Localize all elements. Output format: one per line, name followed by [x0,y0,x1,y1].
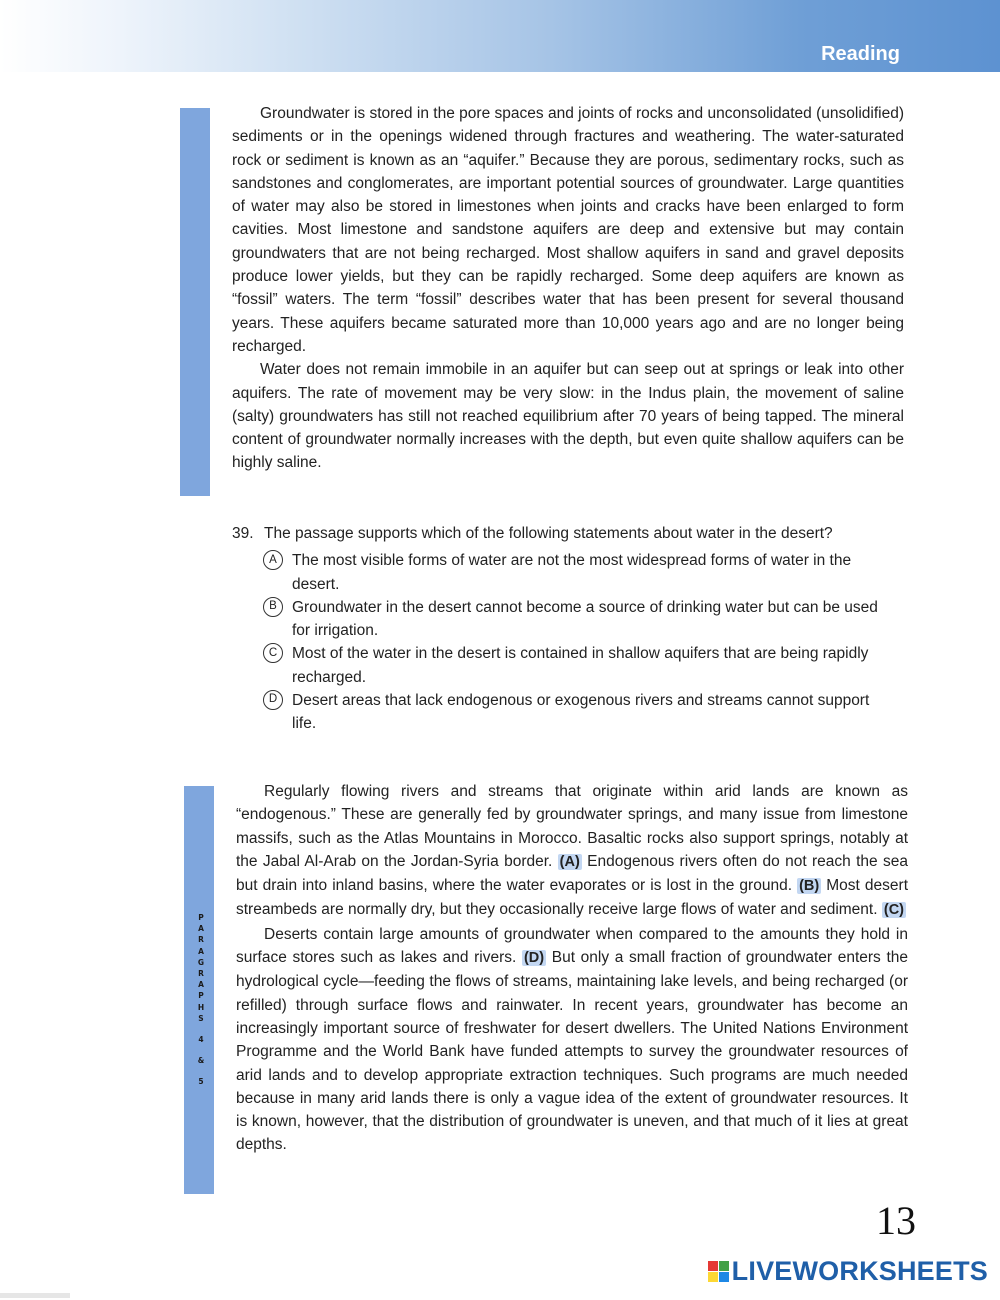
passage-paragraph-5 [236,923,908,1157]
passage-text: Endogenous rivers often do not reach the sea but drain into inland basins, where the water evaporates or is lost in the ground. [236,852,908,895]
page-number: 13 [876,1198,916,1243]
vertical-label-char: G [197,957,205,967]
insert-marker-a[interactable]: (A) [559,853,580,870]
option-c-bubble[interactable]: C [263,643,283,663]
passage-text: Deserts contain large amounts of groundwater when compared to the amounts they hold in surface stores such as lakes and rivers. [236,925,908,967]
vertical-label-char: P [198,913,204,922]
paragraph-marker-bar [180,108,210,496]
insert-marker-c[interactable]: (C) [883,902,904,919]
logo-square [719,1261,729,1271]
passage-text: Regularly flowing rivers and streams that originate within arid lands are known as “endogenous.” These are generally fed by groundwater springs, and many issue from limestone massifs, such as the Atlas Mountains in Morocco. Basaltic rocks also support springs, notably at the Jabal Al-Arab on the Jordan-Syria border. [236,783,908,870]
brand-name: LIVEWORKSHEETS [731,1256,988,1286]
vertical-label-char: A [198,924,204,934]
vertical-label-char: 4 [198,1035,204,1045]
passage-paragraph-4 [236,780,908,923]
page-header [0,0,1000,72]
passage-bottom [236,780,908,1157]
option-b-bubble[interactable]: B [263,597,283,617]
vertical-label-char: P [198,991,204,1001]
section-title: Reading [821,43,900,65]
liveworksheets-logo-icon [708,1261,730,1283]
question-text: The passage supports which of the following statements about water in the desert? [264,525,833,542]
logo-square [708,1272,718,1282]
vertical-label-char: R [198,935,204,945]
question-stem [232,522,882,545]
vertical-label-char: R [198,969,204,979]
option-text: Most of the water in the desert is contained in shallow aquifers that are being rapidly recharged. [292,645,869,686]
logo-square [708,1261,718,1271]
vertical-label-char: & [197,1056,205,1066]
answer-option-a[interactable] [263,549,882,596]
question-number: 39. [232,525,254,542]
answer-option-c[interactable] [263,642,882,689]
passage-text: But only a small fraction of groundwater enters the hydrological cycle—feeding the flows of streams, maintaining lake levels, and being recharged (or refilled) through surface flows and rainwater. In recent years, groundwater has become an increasingly important source of freshwater for desert dwellers. The United Nations Environment Programme and the World Bank have funded attempts to survey the groundwater resources of arid lands and to develop appropriate extraction techniques. Such programs are much needed because in many arid lands there is only a vague idea of the extent of groundwater resources. It is known, however, that the distribution of groundwater is uneven, and that much of it lies at great depths. [236,949,908,1154]
liveworksheets-brand [708,1256,988,1287]
passage-paragraph: Groundwater is stored in the pore spaces and joints of rocks and unconsolidated (unsolidified) sediments or in the openings widened through fractures and weathering. The water-saturated rock or sediment is known as an “aquifer.” Because they are porous, sedimentary rocks, such as sandstones and conglomerates, are important potential sources of groundwater. Large quantities of water may also be stored in limestones when joints and cracks have been enlarged to form cavities. Most limestone and sandstone aquifers are deep and extensive but may contain groundwaters that are not being recharged. Most shallow aquifers in sand and gravel deposits produce lower yields, but they can be rapidly recharged. Some deep aquifers are known as “fossil” waters. The term “fossil” describes water that has been present for several thousand years. These aquifers became saturated more than 10,000 years ago and are no longer being recharged. [232,105,904,355]
option-text: The most visible forms of water are not the most widespread forms of water in the desert. [292,552,852,593]
paragraphs-vertical-label [195,912,207,1088]
passage-top [232,102,904,475]
logo-square [719,1272,729,1282]
vertical-label-char: A [198,980,204,990]
answer-option-d[interactable] [263,689,882,736]
option-text: Desert areas that lack endogenous or exogenous rivers and streams cannot support life. [292,692,870,733]
vertical-label-char: 5 [198,1077,204,1087]
answer-option-b[interactable] [263,596,882,643]
passage-paragraph: Water does not remain immobile in an aquifer but can seep out at springs or leak into other aquifers. The rate of movement may be very slow: in the Indus plain, the movement of saline (salty) groundwaters has still not reached equilibrium after 70 years of being tapped. The mineral content of groundwater normally increases with the depth, but even quite shallow aquifers can be highly saline. [232,361,904,472]
option-a-bubble[interactable]: A [263,550,283,570]
passage-text: Most desert streambeds are normally dry, but they occasionally receive large flows of water and sediment. [236,877,908,919]
vertical-label-char: S [198,1013,204,1023]
insert-marker-b[interactable]: (B) [799,878,820,895]
vertical-label-char: A [198,946,204,956]
page-edge-mark [0,1293,70,1298]
question-39 [232,522,882,736]
option-text: Groundwater in the desert cannot become a source of drinking water but can be used for irrigation. [292,598,878,640]
vertical-label-char: H [197,1002,205,1012]
option-d-bubble[interactable]: D [263,690,283,710]
insert-marker-d[interactable]: (D) [523,950,545,967]
